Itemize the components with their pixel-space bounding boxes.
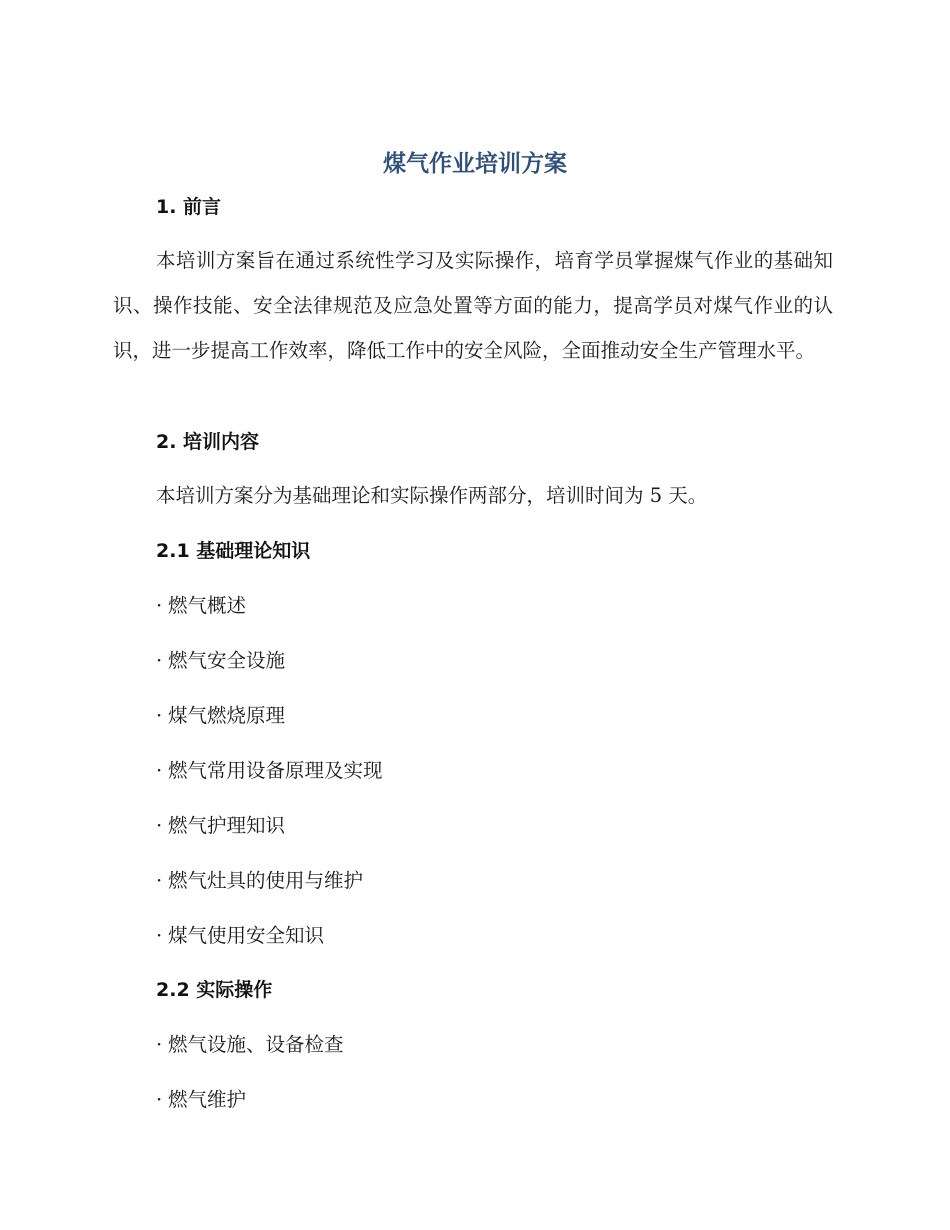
bullet-icon: · xyxy=(156,1033,163,1056)
bullet-icon: · xyxy=(156,924,163,947)
document-title: 煤气作业培训方案 xyxy=(383,151,567,177)
bullet-icon: · xyxy=(156,869,163,892)
list-item: · 燃气概述 xyxy=(156,591,246,621)
section-heading-content: 2. 培训内容 xyxy=(156,431,260,453)
content-paragraph: 本培训方案分为基础理论和实际操作两部分，培训时间为 5 天。 xyxy=(156,484,708,507)
list-item: · 燃气护理知识 xyxy=(156,811,285,841)
section-heading-preface: 1. 前言 xyxy=(156,196,222,218)
bullet-icon: · xyxy=(156,1088,163,1111)
section-heading-practice: 2.2 实际操作 xyxy=(156,979,273,1001)
list-item: · 燃气设施、设备检查 xyxy=(156,1030,344,1060)
section-heading-theory: 2.1 基础理论知识 xyxy=(156,540,311,562)
list-item: · 燃气维护 xyxy=(156,1085,246,1115)
bullet-icon: · xyxy=(156,704,163,727)
list-item: · 燃气安全设施 xyxy=(156,646,285,676)
bullet-icon: · xyxy=(156,649,163,672)
bullet-icon: · xyxy=(156,814,163,837)
list-item: · 煤气使用安全知识 xyxy=(156,921,324,951)
bullet-icon: · xyxy=(156,759,163,782)
preface-paragraph: 本培训方案旨在通过系统性学习及实际操作，培育学员掌握煤气作业的基础知识、操作技能、安全法律规范及应急处置等方面的能力，提高学员对煤气作业的认识，进一步提高工作效率，降低工作中的安全风险，全面推动安全生产管理水平。 xyxy=(113,249,833,362)
list-item: · 燃气灶具的使用与维护 xyxy=(156,866,363,896)
bullet-icon: · xyxy=(156,594,163,617)
list-item: · 燃气常用设备原理及实现 xyxy=(156,756,383,786)
list-item: · 煤气燃烧原理 xyxy=(156,701,285,731)
